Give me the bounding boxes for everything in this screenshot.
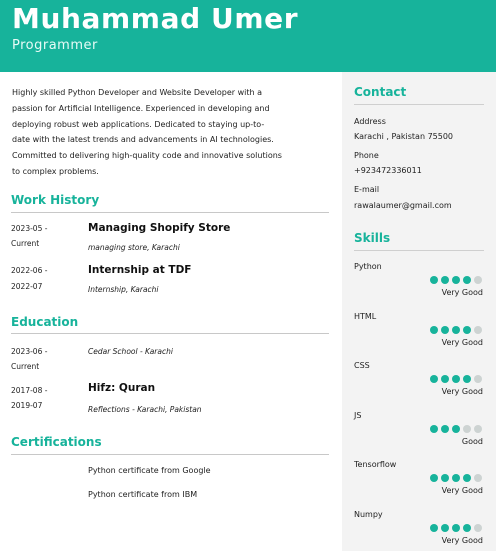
rating-dot-filled [430, 425, 438, 433]
email-value[interactable]: rawalaumer@gmail.com [354, 201, 452, 210]
skill-rating [430, 425, 482, 433]
skill-level: Very Good [441, 387, 483, 397]
rating-dot-empty [474, 326, 482, 334]
candidate-name: Muhammad Umer [12, 2, 299, 35]
rating-dot-filled [463, 276, 471, 284]
skill-level: Very Good [441, 288, 483, 297]
rating-dot-filled [463, 474, 471, 482]
candidate-role: Programmer [12, 38, 98, 53]
education-heading: Education [11, 315, 79, 329]
rating-dot-empty [474, 474, 482, 482]
skill-name: Numpy [354, 510, 383, 519]
rating-dot-filled [441, 375, 449, 383]
work-title: Managing Shopify Store [88, 222, 231, 234]
summary-line: date with the latest trends and advancements in AI technologies. [12, 135, 274, 145]
contact-heading: Contact [354, 85, 407, 99]
skill-rating [430, 276, 482, 284]
summary-line: deploying robust web applications. Dedicated to staying up-to- [12, 119, 265, 129]
education-start-date: 2017-08 - [11, 386, 48, 395]
resume-header [0, 0, 496, 72]
rating-dot-filled [441, 524, 449, 532]
rating-dot-filled [441, 326, 449, 334]
rating-dot-empty [474, 425, 482, 433]
skill-name: HTML [354, 311, 377, 321]
skill-level: Very Good [441, 536, 483, 545]
rating-dot-filled [430, 326, 438, 334]
work-start-date: 2023-05 - [11, 224, 48, 233]
education-subtitle: Cedar School - Karachi [88, 347, 173, 356]
rating-dot-empty [474, 524, 482, 532]
section-divider [11, 212, 329, 213]
work-start-date: 2022-06 - [11, 266, 48, 275]
education-start-date: 2023-06 - [11, 347, 48, 356]
section-divider [354, 104, 484, 105]
rating-dot-filled [452, 276, 460, 284]
education-end-date: 2019-07 [11, 401, 43, 410]
rating-dot-filled [430, 276, 438, 284]
education-title: Hifz: Quran [88, 382, 156, 394]
phone-value: +923472336011 [354, 166, 422, 175]
work-history-heading: Work History [11, 193, 100, 207]
section-divider [354, 250, 484, 251]
rating-dot-filled [430, 375, 438, 383]
rating-dot-filled [452, 524, 460, 532]
education-subtitle: Reflections - Karachi, Pakistan [88, 405, 202, 414]
rating-dot-filled [430, 524, 438, 532]
section-divider [11, 454, 329, 455]
education-end-date: Current [11, 362, 40, 371]
skill-rating [430, 474, 482, 482]
work-subtitle: Internship, Karachi [88, 285, 159, 294]
rating-dot-filled [441, 474, 449, 482]
work-subtitle: managing store, Karachi [88, 243, 180, 252]
address-label: Address [354, 117, 386, 126]
rating-dot-empty [474, 276, 482, 284]
skill-level: Very Good [441, 486, 483, 496]
summary-line: to complex problems. [12, 166, 99, 176]
rating-dot-filled [452, 474, 460, 482]
phone-label: Phone [354, 151, 379, 160]
skill-name: Tensorflow [354, 460, 397, 470]
skill-level: Very Good [441, 337, 483, 347]
rating-dot-filled [441, 276, 449, 284]
skills-heading: Skills [354, 231, 391, 245]
rating-dot-filled [463, 375, 471, 383]
rating-dot-filled [452, 425, 460, 433]
skill-rating [430, 375, 482, 383]
rating-dot-filled [463, 524, 471, 532]
summary-line: passion for Artificial Intelligence. Experienced in developing and [12, 103, 270, 113]
skill-rating [430, 326, 482, 334]
work-end-date: Current [11, 239, 40, 248]
rating-dot-filled [430, 474, 438, 482]
summary-line: Highly skilled Python Developer and Website Developer with a [12, 88, 262, 97]
address-value: Karachi , Pakistan 75500 [354, 132, 454, 141]
work-end-date: 2022-07 [11, 282, 43, 291]
certification-item: Python certificate from Google [88, 466, 211, 475]
rating-dot-filled [441, 425, 449, 433]
certification-item: Python certificate from IBM [88, 490, 198, 499]
summary-paragraph [12, 85, 330, 180]
rating-dot-filled [452, 375, 460, 383]
skill-name: Python [354, 262, 382, 271]
rating-dot-filled [463, 326, 471, 334]
rating-dot-empty [474, 375, 482, 383]
skill-level: Good [461, 436, 483, 446]
email-label: E-mail [354, 185, 380, 194]
summary-line: Committed to delivering high-quality code and innovative solutions [12, 151, 282, 161]
section-divider [11, 333, 329, 334]
rating-dot-empty [463, 425, 471, 433]
rating-dot-filled [452, 326, 460, 334]
skill-rating [430, 524, 482, 532]
skill-name: JS [354, 410, 362, 420]
skill-name: CSS [354, 361, 370, 371]
certifications-heading: Certifications [11, 435, 102, 449]
work-title: Internship at TDF [88, 264, 192, 276]
